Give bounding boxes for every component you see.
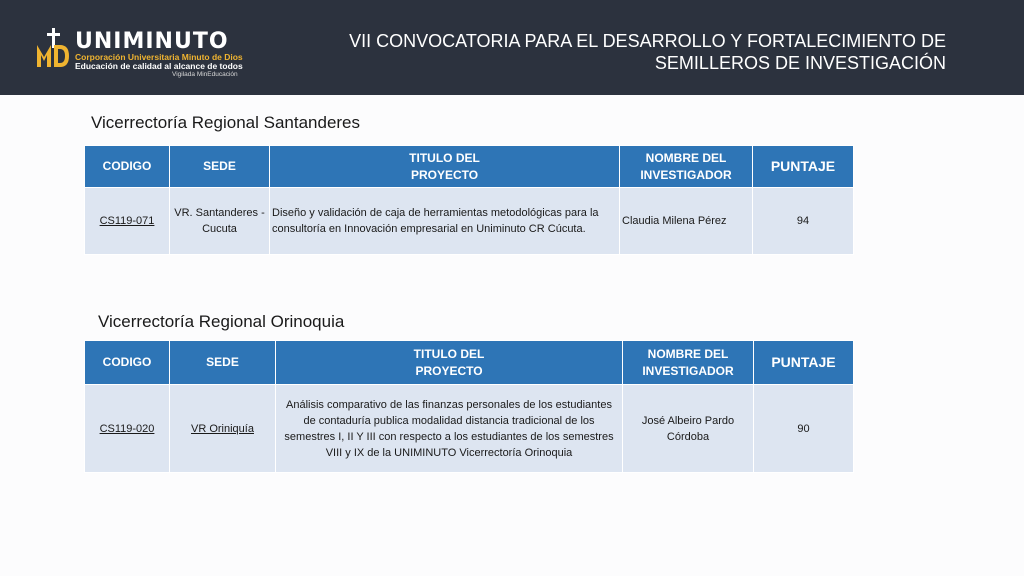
table-header-row [85, 146, 854, 188]
cell-investigador: José Albeiro Pardo Córdoba [623, 385, 754, 473]
col-titulo [270, 146, 620, 188]
cell-codigo: CS119-071 [85, 188, 170, 255]
col-titulo-line2: PROYECTO [415, 363, 483, 378]
cell-sede: VR Oriniquía [170, 385, 276, 473]
logo-tagline-institution: Corporación Universitaria Minuto de Dios [75, 52, 243, 62]
logo-tagline-vigilada: Vigilada MinEducación [172, 71, 238, 78]
table-row [85, 188, 854, 255]
header-bar [0, 0, 1024, 95]
cell-sede: VR. Santanderes - Cucuta [170, 188, 270, 255]
col-investigador [623, 341, 754, 385]
section-title-orinoquia: Vicerrectoría Regional Orinoquia [98, 312, 345, 331]
cell-puntaje: 94 [753, 188, 854, 255]
cell-titulo: Diseño y validación de caja de herramientas metodológicas para la consultoría en Innovación empresarial en Uniminuto CR Cúcuta. [270, 188, 620, 255]
cell-titulo: Análisis comparativo de las finanzas personales de los estudiantes de contaduría publica modalidad distancia tradicional de los semestres I, II Y III con respecto a los estudiantes de los semestres VIII y IX de la UNIMINUTO Vicerrectoría Orinoquia [276, 385, 623, 473]
results-table-orinoquia [84, 340, 854, 473]
table-header-row [85, 341, 854, 385]
col-investigador-line1: NOMBRE DEL [645, 150, 727, 165]
cell-codigo: CS119-020 [85, 385, 170, 473]
col-puntaje: PUNTAJE [754, 341, 854, 385]
col-titulo-line2: PROYECTO [410, 167, 479, 182]
col-sede: SEDE [170, 341, 276, 385]
table-row [85, 385, 854, 473]
logo-tagline-quality: Educación de calidad al alcance de todos [75, 61, 243, 71]
logo-name: UNIMINUTO [75, 29, 229, 54]
uniminuto-logo [36, 27, 243, 78]
cell-puntaje: 90 [754, 385, 854, 473]
col-investigador-line2: INVESTIGADOR [642, 363, 734, 378]
cell-investigador: Claudia Milena Pérez [620, 188, 753, 255]
col-codigo: CODIGO [85, 341, 170, 385]
page-title-line2: SEMILLEROS DE INVESTIGACIÓN [654, 53, 946, 73]
col-titulo [276, 341, 623, 385]
col-titulo-line1: TITULO DEL [409, 150, 480, 165]
col-investigador-line1: NOMBRE DEL [647, 346, 729, 361]
results-table-santanderes [84, 145, 854, 255]
col-investigador-line2: INVESTIGADOR [640, 167, 732, 182]
page-title [306, 30, 946, 74]
md-logo-icon [36, 27, 70, 71]
col-sede: SEDE [170, 146, 270, 188]
col-codigo: CODIGO [85, 146, 170, 188]
col-investigador [620, 146, 753, 188]
section-title-santanderes: Vicerrectoría Regional Santanderes [91, 113, 361, 132]
col-titulo-line1: TITULO DEL [413, 346, 485, 361]
page-title-line1: VII CONVOCATORIA PARA EL DESARROLLO Y FORTALECIMIENTO DE [349, 31, 946, 51]
col-puntaje: PUNTAJE [753, 146, 854, 188]
